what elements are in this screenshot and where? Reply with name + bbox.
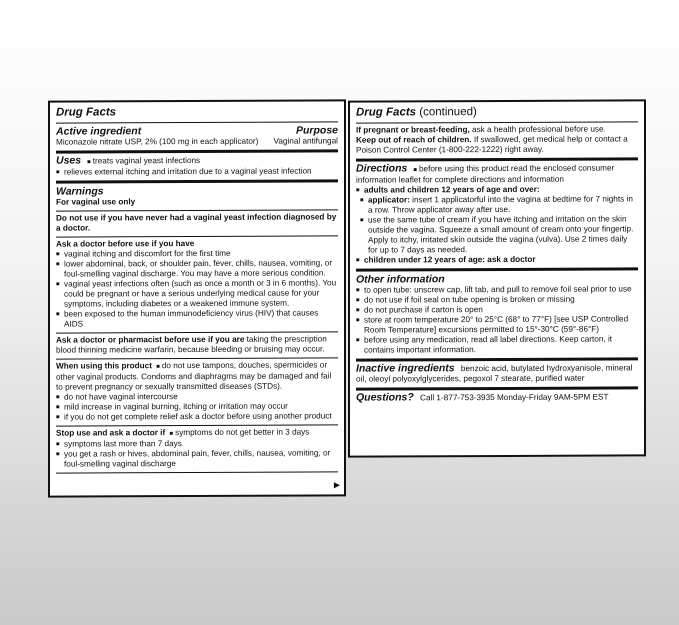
panel-title: Drug Facts [356,106,417,119]
list-item: do not use tampons, douches, spermicides or other vaginal products. Condoms and diaphragms may be damaged and fail to prevent pregnancy or sexually transmitted diseases (STDs). [56,360,332,392]
applicator-text: insert 1 applicatorful into the vagina at bedtime for 7 nights in a row. Throw applicator away after use. [368,194,633,215]
list-item: ■ vaginal itching and discomfort for the first time [56,248,338,259]
list-item: ■ symptoms last more than 7 days [56,438,338,449]
inactive-ingredients-text: benzoic acid, butylated hydroxyanisole, mineral oil, oleoyl polyoxylglycerides, pegoxol 7 stearate, purified water [356,363,633,384]
title-section [356,103,638,123]
purpose-header: Purpose [295,124,338,137]
uses-section: Uses ■ treats vaginal yeast infections ■ relieves external itching and irritation due to a vaginal yeast infection [56,152,338,183]
list-item: ■ been exposed to the human immunodeficiency virus (HIV) that causes AIDS [56,308,338,329]
when-using-section: When using this product ■ do not use tampons, douches, spermicides or other vaginal products. Condoms and diaphragms may be damaged and fail to prevent pregnancy or sexually transmitted diseases (STDs). ■ do not have vaginal intercourse ■ mild increase in vaginal burning, itching or irritation may occur ■ if you do not get complete relief ask a doctor before using another product [56,358,338,426]
inactive-ingredients-section [356,360,638,390]
active-ingredient-section [56,122,338,153]
title-section [56,103,338,123]
list-item: ■ if you do not get complete relief ask a doctor before using another product [56,411,338,422]
questions-text: Call 1-877-753-3935 Monday-Friday 9AM-5PM EST [420,392,609,403]
stop-use-header: Stop use and ask a doctor if [56,428,166,438]
cream-text: ■ use the same tube of cream if you have itching and irritation on the skin outside the vagina. Squeeze a small amount of cream onto your fingertip. Apply to itchy, irritated skin outside the vagina (vulva). Use 2 times daily for up to 7 days as needed. [356,214,638,255]
drug-facts-panel-right [348,99,646,457]
pregnancy-header: If pregnant or breast-feeding, [356,125,470,135]
applicator-header: applicator: [368,195,410,205]
children-text: ■ children under 12 years of age: ask a doctor [356,254,638,265]
list-item: ■ do not purchase if carton is open [356,304,638,315]
questions-section [356,389,638,406]
warnings-section [56,182,338,211]
inactive-ingredients-header: Inactive ingredients [356,362,455,375]
when-using-header: When using this product [56,361,152,371]
list-item: ■ before using any medication, read all label directions. Keep carton, it contains important information. [356,334,638,355]
directions-text: before using this product read the enclosed consumer information leaflet for complete directions and information [356,163,615,185]
panel-title: Drug Facts [56,106,117,119]
keep-out-text: If swallowed, get medical help or contact a Poison Control Center (1-800-222-1222) right away. [356,134,628,155]
list-item: ■ store at room temperature 20° to 25°C (68° to 77°F) [see USP Controlled Room Temperature] excursions permitted to 15°-30°C (59°-86°F) [356,314,638,335]
directions-header: Directions [356,162,408,175]
directions-section: Directions ■ before using this product read the enclosed consumer information leaflet for complete directions and information ■ adults and children 12 years of age and over: ■ applicator: insert 1 applicatorful into the vagina at bedtime for 7 nights in a row. Throw applicator away after use. ■ use the same tube of cream if you have itching and irritation on the skin outside the vagina. Squeeze a small amount of cream onto your fingertip. Apply to itchy, irritated skin outside the vagina (vulva). Use 2 times daily for up to 7 days as needed. ■ children under 12 years of age: ask a doctor [356,160,638,271]
ask-doctor-section [56,236,338,333]
active-ingredient-line: Miconazole nitrate USP, 2% (100 mg in each applicator) [56,136,259,147]
ask-pharmacist-text: taking the prescription blood thinning medicine warfarin, because bleeding or bruising may occur. [56,334,327,355]
uses-item: treats vaginal yeast infections [92,155,201,166]
ask-doctor-header: Ask a doctor before use if you have [56,239,195,249]
uses-item: ■ relieves external itching and irritation due to a vaginal yeast infection [56,166,338,177]
continue-arrow-icon: ▶ [333,480,340,490]
vaginal-use-text: For vaginal use only [56,197,136,207]
list-item: symptoms do not get better in 3 days [175,427,310,438]
list-item: ■ lower abdominal, back, or shoulder pain, fever, chills, nausea, vomiting, or foul-smelling vaginal discharge. You may have a more serious condition. [56,258,338,279]
panel-title-continued: (continued) [419,106,477,119]
adults-header: ■ adults and children 12 years of age and over: [356,184,638,195]
other-information-header: Other information [356,273,445,286]
pregnancy-section [356,122,638,161]
drug-facts-panel-left [48,99,346,497]
active-ingredient-header: Active ingredient [56,125,142,138]
keep-out-header: Keep out of reach of children. [356,135,472,145]
ask-pharmacist-header: Ask a doctor or pharmacist before use if you are [56,334,245,345]
do-not-use-text: Do not use if you have never had a vaginal yeast infection diagnosed by a doctor. [56,212,337,233]
do-not-use-section [56,210,338,237]
other-information-section [356,270,638,361]
stop-use-section: Stop use and ask a doctor if ■ symptoms do not get better in 3 days ■ symptoms last more than 7 days ■ you get a rash or hives, abdominal pain, fever, chills, nausea, vomiting, or foul-smelling vaginal discharge [56,425,338,473]
list-item: ■ vaginal yeast infections often (such as once a month or 3 in 6 months). You could be pregnant or have a serious underlying medical cause for your symptoms, including diabetes or a weakened immune system. [56,278,338,309]
uses-header: Uses [56,154,82,167]
questions-header: Questions? [356,391,414,404]
list-item: ■ you get a rash or hives, abdominal pain, fever, chills, nausea, vomiting, or foul-smelling vaginal discharge [56,448,338,469]
list-item: ■ to open tube: unscrew cap, lift tab, and pull to remove foil seal prior to use [356,284,638,295]
warnings-header: Warnings [56,185,104,198]
purpose-value: Vaginal antifungal [273,136,338,146]
list-item: ■ do not have vaginal intercourse [56,391,338,402]
list-item: ■ do not use if foil seal on tube opening is broken or missing [356,294,638,305]
pregnancy-text: ask a health professional before use. [472,124,606,135]
ask-pharmacist-section [56,332,338,359]
list-item: ■ mild increase in vaginal burning, itching or irritation may occur [56,401,338,412]
